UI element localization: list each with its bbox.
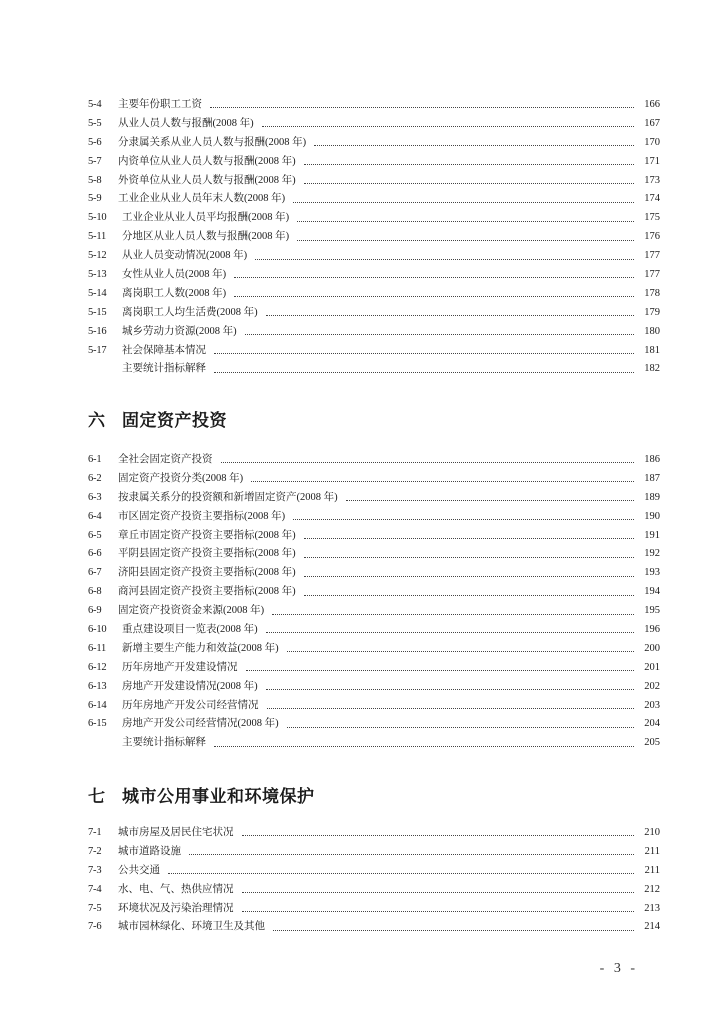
toc-row-number: 5-11 — [88, 231, 107, 243]
toc-row-title: 固定资产投资资金来源(2008 年) — [118, 605, 265, 617]
toc-row-title: 主要统计指标解释 — [122, 737, 206, 749]
toc-row-page: 201 — [644, 661, 660, 673]
dot-leader — [293, 518, 634, 520]
toc-row-page: 179 — [644, 306, 660, 318]
toc-row-number: 6-13 — [88, 680, 107, 692]
dot-leader — [304, 163, 634, 165]
toc-row-number: 5-15 — [88, 306, 107, 318]
dot-leader — [314, 144, 634, 146]
toc-row-title: 工业企业从业人员年末人数(2008 年) — [118, 193, 286, 205]
toc-row-number: 5-12 — [88, 250, 107, 262]
toc-row[interactable] — [88, 153, 660, 172]
toc-row-title: 城乡劳动力资源(2008 年) — [122, 325, 237, 337]
dot-leader — [297, 220, 634, 222]
toc-row[interactable] — [88, 323, 660, 342]
dot-leader — [234, 295, 634, 297]
toc-row[interactable] — [88, 900, 660, 919]
toc-row-title: 章丘市固定资产投资主要指标(2008 年) — [118, 529, 296, 541]
toc-row-title: 离岗职工人数(2008 年) — [122, 287, 227, 299]
toc-row-page: 176 — [644, 231, 660, 243]
toc-row[interactable] — [88, 342, 660, 361]
toc-row-title: 平阴县固定资产投资主要指标(2008 年) — [118, 548, 296, 560]
toc-row-number: 6-5 — [88, 529, 102, 541]
toc-row-number: 7-2 — [88, 845, 102, 857]
toc-row[interactable] — [88, 564, 660, 583]
toc-row-number: 6-6 — [88, 548, 102, 560]
toc-row-number: 6-4 — [88, 510, 102, 522]
toc-row-page: 194 — [644, 586, 660, 598]
toc-row-title: 社会保障基本情况 — [122, 344, 206, 356]
toc-row-title: 环境状况及污染治理情况 — [118, 902, 234, 914]
toc-row-title: 城市房屋及居民住宅状况 — [118, 827, 234, 838]
toc-row-title: 济阳县固定资产投资主要指标(2008 年) — [118, 567, 296, 579]
toc-row-title: 城市园林绿化、环境卫生及其他 — [118, 921, 265, 933]
toc-row[interactable] — [88, 715, 660, 734]
toc-row-page: 171 — [644, 155, 660, 167]
toc-row-number: 5-4 — [88, 99, 102, 110]
dot-leader — [304, 182, 634, 184]
toc-row-number: 5-10 — [88, 212, 107, 224]
dot-leader — [255, 258, 634, 260]
section-6-list — [88, 451, 660, 753]
toc-row[interactable] — [88, 621, 660, 640]
toc-row-number: 6-10 — [88, 624, 107, 636]
toc-row-note[interactable] — [88, 734, 660, 753]
toc-row-number: 7-3 — [88, 864, 102, 876]
toc-row-number: 5-7 — [88, 155, 102, 167]
toc-row-page: 195 — [644, 605, 660, 617]
dot-leader — [221, 461, 635, 463]
toc-row[interactable] — [88, 843, 660, 862]
dot-leader — [267, 707, 635, 709]
dot-leader — [214, 352, 634, 354]
toc-row-number: 6-8 — [88, 586, 102, 598]
toc-row[interactable] — [88, 489, 660, 508]
dot-leader — [189, 853, 634, 855]
section-title: 城市公用事业和环境保护 — [122, 787, 315, 806]
toc-row-page: 193 — [644, 567, 660, 579]
dot-leader — [214, 745, 634, 747]
toc-row-page: 210 — [644, 827, 660, 838]
dot-leader — [242, 910, 635, 912]
toc-row-title: 外资单位从业人员人数与报酬(2008 年) — [118, 174, 296, 186]
toc-row-page: 211 — [644, 845, 660, 857]
toc-row-number: 5-8 — [88, 174, 102, 186]
toc-row-title: 商河县固定资产投资主要指标(2008 年) — [118, 586, 296, 598]
toc-row-page: 173 — [644, 174, 660, 186]
toc-row-page: 191 — [644, 529, 660, 541]
dot-leader — [266, 314, 634, 316]
toc-row-number: 7-4 — [88, 883, 102, 895]
toc-row-title: 固定资产投资分类(2008 年) — [118, 472, 244, 484]
dot-leader — [245, 333, 634, 335]
toc-row[interactable] — [88, 583, 660, 602]
toc-row-title: 水、电、气、热供应情况 — [118, 883, 234, 895]
toc-row-title: 房地产开发建设情况(2008 年) — [122, 680, 258, 692]
toc-row[interactable] — [88, 640, 660, 659]
toc-row-title: 从业人员变动情况(2008 年) — [122, 250, 248, 262]
toc-row-page: 200 — [644, 642, 660, 654]
toc-row[interactable] — [88, 228, 660, 247]
toc-row-page: 202 — [644, 680, 660, 692]
toc-row-number: 5-16 — [88, 325, 107, 337]
toc-row-page: 177 — [644, 269, 660, 281]
toc-row[interactable] — [88, 697, 660, 716]
dot-leader — [304, 537, 634, 539]
toc-row-title: 重点建设项目一览表(2008 年) — [122, 624, 258, 636]
toc-row[interactable] — [88, 247, 660, 266]
toc-row-title: 离岗职工人均生活费(2008 年) — [122, 306, 258, 318]
toc-row[interactable] — [88, 918, 660, 937]
toc-row-page: 166 — [644, 99, 660, 110]
toc-row-title: 历年房地产开发公司经营情况 — [122, 699, 259, 711]
toc-row-page: 205 — [644, 737, 660, 749]
toc-row-page: 170 — [644, 136, 660, 148]
toc-row[interactable] — [88, 881, 660, 900]
toc-row-page: 214 — [644, 921, 660, 933]
toc-row-page: 181 — [644, 344, 660, 356]
toc-row-title: 工业企业从业人员平均报酬(2008 年) — [122, 212, 290, 224]
toc-row-number: 6-3 — [88, 491, 102, 503]
toc-row[interactable] — [88, 602, 660, 621]
toc-row[interactable] — [88, 862, 660, 881]
toc-row-page: 196 — [644, 624, 660, 636]
section-7-list — [88, 824, 660, 937]
toc-row[interactable] — [88, 190, 660, 209]
toc-row-page: 167 — [644, 117, 660, 129]
toc-row-number: 5-17 — [88, 344, 107, 356]
dot-leader — [304, 594, 634, 596]
toc-row[interactable] — [88, 304, 660, 323]
toc-row-title: 公共交通 — [118, 864, 160, 876]
page-number: - 3 - — [599, 961, 638, 976]
dot-leader — [287, 650, 634, 652]
toc-row-page: 189 — [644, 491, 660, 503]
toc-row-number: 6-7 — [88, 567, 102, 579]
toc-row[interactable] — [88, 824, 660, 843]
toc-row-title: 从业人员人数与报酬(2008 年) — [118, 117, 254, 129]
toc-row[interactable] — [88, 527, 660, 546]
toc-row-title: 主要年份职工工资 — [118, 99, 202, 110]
toc-row-page: 187 — [644, 472, 660, 484]
toc-row-title: 内资单位从业人员人数与报酬(2008 年) — [118, 155, 296, 167]
toc-row-title: 新增主要生产能力和效益(2008 年) — [122, 642, 279, 654]
toc-row-number: 7-5 — [88, 902, 102, 914]
dot-leader — [266, 631, 634, 633]
toc-row-title: 全社会固定资产投资 — [118, 454, 213, 465]
toc-row-page: 203 — [644, 699, 660, 711]
section-7-heading — [88, 782, 315, 807]
toc-row-number: 7-6 — [88, 921, 102, 933]
dot-leader — [246, 669, 635, 671]
toc-row-title: 房地产开发公司经营情况(2008 年) — [122, 718, 279, 730]
dot-leader — [346, 499, 634, 501]
toc-row[interactable] — [88, 134, 660, 153]
toc-row-page: 192 — [644, 548, 660, 560]
toc-row-page: 211 — [644, 864, 660, 876]
toc-row-title: 城市道路设施 — [118, 845, 181, 857]
toc-row[interactable] — [88, 470, 660, 489]
section-5-list — [88, 96, 660, 379]
dot-leader — [287, 726, 634, 728]
toc-row-number: 6-15 — [88, 718, 107, 730]
toc-row-title: 历年房地产开发建设情况 — [122, 661, 238, 673]
toc-row-number: 6-1 — [88, 454, 102, 465]
toc-row[interactable] — [88, 209, 660, 228]
toc-row-title: 市区固定资产投资主要指标(2008 年) — [118, 510, 286, 522]
toc-row-page: 204 — [644, 718, 660, 730]
dot-leader — [242, 891, 635, 893]
dot-leader — [234, 276, 634, 278]
toc-row-page: 174 — [644, 193, 660, 205]
toc-row-number: 5-6 — [88, 136, 102, 148]
toc-row-title: 分隶属关系从业人员人数与报酬(2008 年) — [118, 136, 307, 148]
toc-row[interactable] — [88, 285, 660, 304]
toc-row-page: 178 — [644, 287, 660, 299]
toc-row[interactable] — [88, 659, 660, 678]
toc-row-page: 190 — [644, 510, 660, 522]
toc-row-title: 女性从业人员(2008 年) — [122, 269, 227, 281]
dot-leader — [168, 872, 634, 874]
dot-leader — [304, 556, 634, 558]
dot-leader — [272, 613, 634, 615]
dot-leader — [214, 371, 634, 373]
toc-row-page: 182 — [644, 363, 660, 375]
section-6-heading — [88, 406, 227, 431]
section-number: 七 — [88, 787, 106, 806]
toc-row[interactable] — [88, 508, 660, 527]
toc-row[interactable] — [88, 266, 660, 285]
toc-row-page: 186 — [644, 454, 660, 465]
dot-leader — [297, 239, 634, 241]
toc-row-number: 6-12 — [88, 661, 107, 673]
toc-row-page: 177 — [644, 250, 660, 262]
dot-leader — [242, 834, 635, 836]
toc-row[interactable] — [88, 172, 660, 191]
dot-leader — [266, 688, 634, 690]
toc-row-number: 6-11 — [88, 642, 107, 654]
toc-row-page: 180 — [644, 325, 660, 337]
toc-row[interactable] — [88, 678, 660, 697]
toc-row-title: 按隶属关系分的投资额和新增固定资产(2008 年) — [118, 491, 338, 503]
toc-row-title: 主要统计指标解释 — [122, 363, 206, 375]
dot-leader — [293, 201, 634, 203]
toc-row-number: 6-14 — [88, 699, 107, 711]
toc-row-number: 6-2 — [88, 472, 102, 484]
toc-row-title: 分地区从业人员人数与报酬(2008 年) — [122, 231, 290, 243]
toc-row-number: 5-9 — [88, 193, 102, 205]
dot-leader — [251, 480, 634, 482]
toc-row-note[interactable] — [88, 360, 660, 379]
toc-row-page: 212 — [644, 883, 660, 895]
toc-row[interactable] — [88, 451, 660, 470]
section-number: 六 — [88, 411, 106, 430]
toc-row[interactable] — [88, 96, 660, 115]
dot-leader — [262, 125, 634, 127]
dot-leader — [304, 575, 634, 577]
toc-row-number: 5-14 — [88, 287, 107, 299]
toc-row-number: 5-5 — [88, 117, 102, 129]
toc-row[interactable] — [88, 115, 660, 134]
toc-row[interactable] — [88, 545, 660, 564]
toc-row-number: 7-1 — [88, 827, 102, 838]
toc-row-number: 5-13 — [88, 269, 107, 281]
section-title: 固定资产投资 — [122, 411, 227, 430]
dot-leader — [273, 929, 634, 931]
toc-row-page: 175 — [644, 212, 660, 224]
dot-leader — [210, 106, 634, 108]
toc-row-number: 6-9 — [88, 605, 102, 617]
toc-row-page: 213 — [644, 902, 660, 914]
